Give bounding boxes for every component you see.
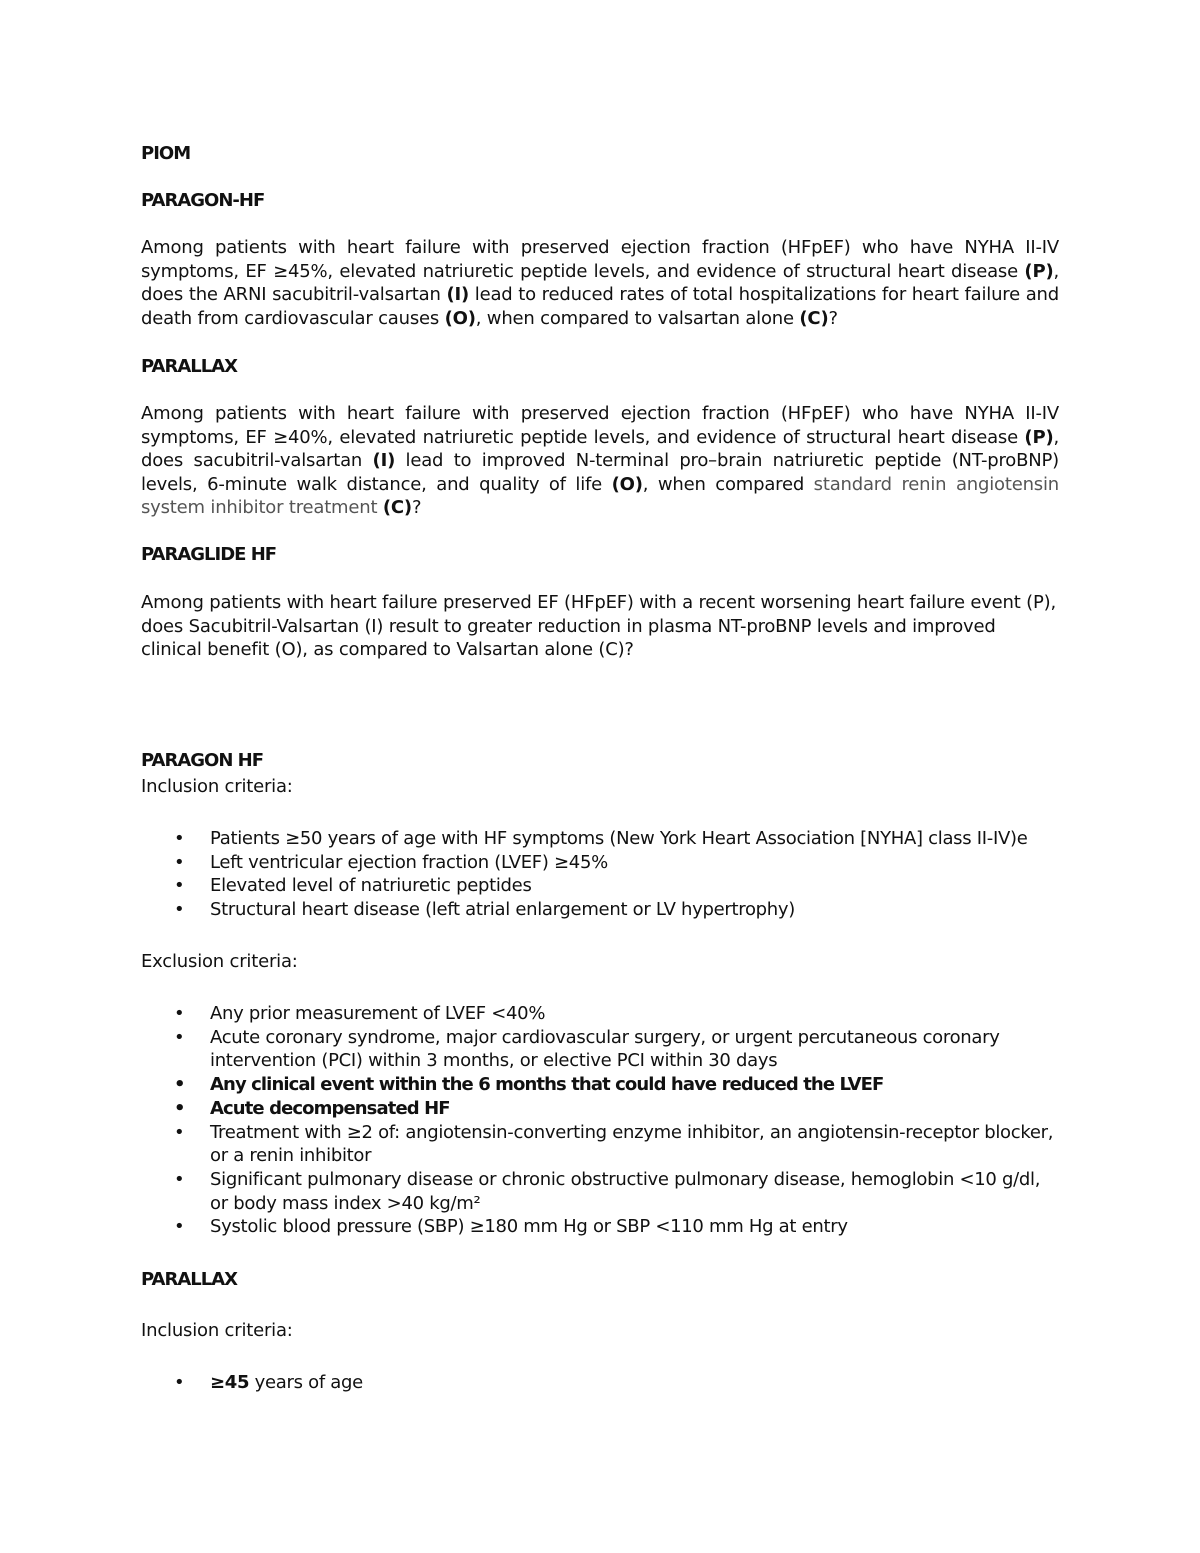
age-text: years of age xyxy=(249,1372,363,1393)
paragon-comparison-text: , when compared to valsartan alone xyxy=(475,307,800,329)
parallax-outcome-text: lead to improved N-terminal pro–brain natriuretic peptide (NT-proBNP) levels, 6-minute walk distance, and quality of life xyxy=(141,450,1059,495)
list-item: • Acute coronary syndrome, major cardiovascular surgery, or urgent percutaneous coronary intervention (PCI) within 3 months, or elective PCI within 30 days xyxy=(141,1026,1059,1073)
pico-i-tag: (I) xyxy=(372,450,396,471)
paraglide-pico-question: Among patients with heart failure preserved EF (HFpEF) with a recent worsening heart failure event (P), does Sacubitril-Valsartan (I) result to greater reduction in plasma NT-proBNP levels and improved clinical benefit (O), as compared to Valsartan alone (C)? xyxy=(141,592,1056,660)
list-item: • Structural heart disease (left atrial enlargement or LV hypertrophy) xyxy=(141,898,1059,922)
pico-p-tag: (P) xyxy=(1024,260,1054,282)
paragon-outcome-text: lead to reduced rates of total hospitalizations for heart failure and death from cardiovascular causes xyxy=(141,284,1059,329)
paragon-inclusion-label: Inclusion criteria: xyxy=(141,776,293,797)
paragon-exclusion-label: Exclusion criteria: xyxy=(141,951,298,972)
paragon-hf-heading: PARAGON-HF xyxy=(141,190,265,211)
list-item: • Any clinical event within the 6 months that could have reduced the LVEF xyxy=(141,1073,1059,1097)
document-title: PIOM xyxy=(141,143,191,164)
parallax-inclusion-list xyxy=(141,1371,1059,1395)
list-item: • Systolic blood pressure (SBP) ≥180 mm Hg or SBP <110 mm Hg at entry xyxy=(141,1215,1059,1239)
parallax-population-text: Among patients with heart failure with preserved ejection fraction (HFpEF) who have NYHA II-IV symptoms, EF ≥40%, elevated natriuretic peptide levels, and evidence of structural heart disease xyxy=(141,403,1059,448)
list-item: • Elevated level of natriuretic peptides xyxy=(141,874,1059,898)
pico-c-tag: (C) xyxy=(382,497,412,518)
parallax-heading: PARALLAX xyxy=(141,356,238,377)
parallax-comparison-lead: , when compared xyxy=(642,473,814,495)
paraglide-heading: PARAGLIDE HF xyxy=(141,544,277,565)
age-threshold: ≥45 xyxy=(210,1372,250,1393)
paragon-intervention-lead: , does the ARNI sacubitril-valsartan xyxy=(141,260,1059,305)
pico-p-tag: (P) xyxy=(1024,426,1054,448)
pico-o-tag: (O) xyxy=(444,307,476,329)
paragon-exclusion-list xyxy=(141,1002,1059,1239)
question-mark: ? xyxy=(411,497,422,518)
pico-c-tag: (C) xyxy=(799,307,829,329)
pico-i-tag: (I) xyxy=(446,284,470,305)
list-item: • Left ventricular ejection fraction (LVEF) ≥45% xyxy=(141,851,1059,875)
question-mark: ? xyxy=(828,307,838,329)
parallax-comparison-text: standard renin angiotensin system inhibitor treatment xyxy=(141,473,1059,518)
paragon-population-text: Among patients with heart failure with preserved ejection fraction (HFpEF) who have NYHA II-IV symptoms, EF ≥45%, elevated natriuretic peptide levels, and evidence of structural heart disease xyxy=(141,237,1059,282)
paragon-criteria-heading: PARAGON HF xyxy=(141,750,264,771)
list-item: • Patients ≥50 years of age with HF symptoms (New York Heart Association [NYHA] class II-IV)e xyxy=(141,827,1059,851)
paragon-hf-pico-question xyxy=(141,236,1059,330)
list-item: • Treatment with ≥2 of: angiotensin-converting enzyme inhibitor, an angiotensin-receptor blocker, or a renin inhibitor xyxy=(141,1121,1059,1168)
parallax-inclusion-label: Inclusion criteria: xyxy=(141,1320,293,1341)
pico-o-tag: (O) xyxy=(611,473,643,495)
parallax-criteria-heading: PARALLAX xyxy=(141,1269,238,1290)
list-item: • Any prior measurement of LVEF <40% xyxy=(141,1002,1059,1026)
paragon-inclusion-list xyxy=(141,827,1059,922)
parallax-intervention-lead: , does sacubitril-valsartan xyxy=(141,426,1059,471)
list-item: • Acute decompensated HF xyxy=(141,1097,1059,1121)
parallax-pico-question xyxy=(141,402,1059,520)
list-item: • Significant pulmonary disease or chronic obstructive pulmonary disease, hemoglobin <10 g/dl, or body mass index >40 kg/m² xyxy=(141,1168,1059,1215)
list-item xyxy=(141,1371,1059,1395)
